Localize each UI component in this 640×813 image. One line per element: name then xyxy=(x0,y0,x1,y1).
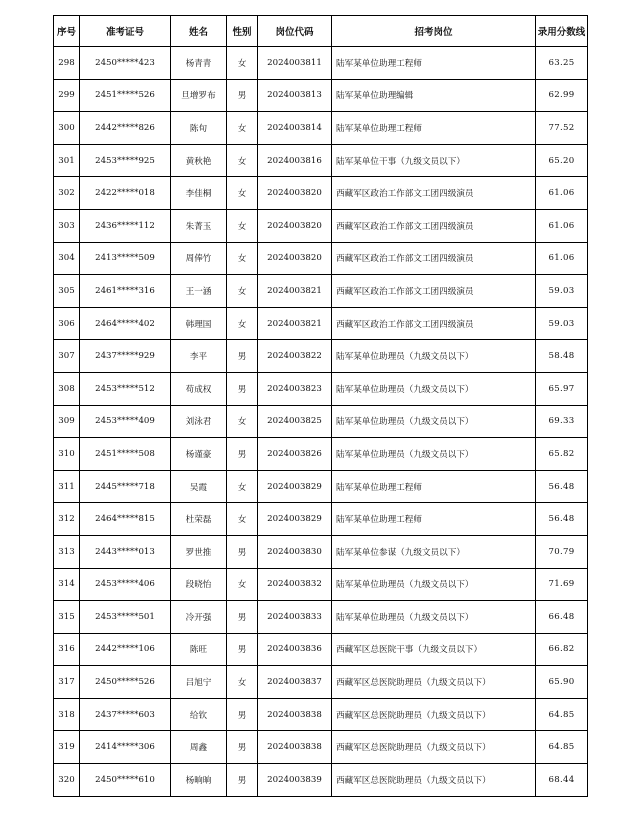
cell-position: 陆军某单位助理员（九级文员以下） xyxy=(332,340,536,373)
cell-post-code: 2024003822 xyxy=(258,340,332,373)
cell-exam-id: 2437*****603 xyxy=(80,698,171,731)
table-row xyxy=(54,731,588,764)
table-row xyxy=(54,79,588,112)
cell-score: 65.97 xyxy=(536,372,588,405)
cell-seq: 317 xyxy=(54,666,80,699)
cell-position: 陆军某单位参谋（九级文员以下） xyxy=(332,535,536,568)
cell-exam-id: 2442*****106 xyxy=(80,633,171,666)
cell-position: 陆军某单位助理员（九级文员以下） xyxy=(332,568,536,601)
cell-score: 62.99 xyxy=(536,79,588,112)
cell-post-code: 2024003821 xyxy=(258,275,332,308)
table-row xyxy=(54,568,588,601)
cell-post-code: 2024003836 xyxy=(258,633,332,666)
cell-score: 56.48 xyxy=(536,470,588,503)
cell-seq: 319 xyxy=(54,731,80,764)
cell-gender: 女 xyxy=(227,666,258,699)
cell-score: 63.25 xyxy=(536,47,588,80)
cell-score: 61.06 xyxy=(536,177,588,210)
cell-position: 陆军某单位助理员（九级文员以下） xyxy=(332,601,536,634)
cell-gender: 男 xyxy=(227,731,258,764)
cell-position: 西藏军区总医院助理员（九级文员以下） xyxy=(332,764,536,797)
results-table xyxy=(53,15,588,797)
cell-seq: 320 xyxy=(54,764,80,797)
cell-seq: 305 xyxy=(54,275,80,308)
table-body xyxy=(54,47,588,797)
cell-name: 韩理国 xyxy=(171,307,227,340)
header-seq: 序号 xyxy=(54,16,80,47)
cell-exam-id: 2453*****501 xyxy=(80,601,171,634)
cell-seq: 311 xyxy=(54,470,80,503)
cell-post-code: 2024003820 xyxy=(258,177,332,210)
cell-seq: 304 xyxy=(54,242,80,275)
cell-score: 58.48 xyxy=(536,340,588,373)
cell-position: 西藏军区政治工作部文工团四级演员 xyxy=(332,242,536,275)
cell-position: 陆军某单位助理工程师 xyxy=(332,503,536,536)
cell-name: 段晓怡 xyxy=(171,568,227,601)
header-post-code: 岗位代码 xyxy=(258,16,332,47)
cell-post-code: 2024003823 xyxy=(258,372,332,405)
table-row xyxy=(54,209,588,242)
cell-gender: 女 xyxy=(227,470,258,503)
cell-gender: 男 xyxy=(227,698,258,731)
cell-position: 陆军某单位助理员（九级文员以下） xyxy=(332,372,536,405)
cell-exam-id: 2464*****402 xyxy=(80,307,171,340)
cell-score: 70.79 xyxy=(536,535,588,568)
cell-position: 西藏军区总医院助理员（九级文员以下） xyxy=(332,666,536,699)
cell-exam-id: 2450*****526 xyxy=(80,666,171,699)
cell-seq: 310 xyxy=(54,438,80,471)
cell-exam-id: 2451*****526 xyxy=(80,79,171,112)
cell-name: 陈旺 xyxy=(171,633,227,666)
cell-post-code: 2024003837 xyxy=(258,666,332,699)
cell-name: 杨青青 xyxy=(171,47,227,80)
cell-name: 杨谨豪 xyxy=(171,438,227,471)
cell-name: 王一涵 xyxy=(171,275,227,308)
cell-post-code: 2024003820 xyxy=(258,242,332,275)
cell-score: 65.90 xyxy=(536,666,588,699)
table-row xyxy=(54,144,588,177)
cell-score: 77.52 xyxy=(536,112,588,145)
cell-score: 59.03 xyxy=(536,275,588,308)
cell-position: 陆军某单位助理员（九级文员以下） xyxy=(332,405,536,438)
table-row xyxy=(54,405,588,438)
cell-position: 西藏军区政治工作部文工团四级演员 xyxy=(332,177,536,210)
cell-score: 69.33 xyxy=(536,405,588,438)
cell-gender: 女 xyxy=(227,144,258,177)
cell-score: 68.44 xyxy=(536,764,588,797)
cell-gender: 女 xyxy=(227,47,258,80)
cell-post-code: 2024003838 xyxy=(258,731,332,764)
cell-name: 给钦 xyxy=(171,698,227,731)
cell-position: 西藏军区政治工作部文工团四级演员 xyxy=(332,275,536,308)
cell-exam-id: 2453*****512 xyxy=(80,372,171,405)
cell-exam-id: 2445*****718 xyxy=(80,470,171,503)
cell-post-code: 2024003833 xyxy=(258,601,332,634)
table-row xyxy=(54,698,588,731)
cell-gender: 女 xyxy=(227,503,258,536)
cell-seq: 315 xyxy=(54,601,80,634)
table-row xyxy=(54,242,588,275)
cell-seq: 301 xyxy=(54,144,80,177)
table-header xyxy=(54,16,588,47)
cell-exam-id: 2414*****306 xyxy=(80,731,171,764)
cell-score: 71.69 xyxy=(536,568,588,601)
cell-score: 64.85 xyxy=(536,731,588,764)
cell-exam-id: 2461*****316 xyxy=(80,275,171,308)
table-row xyxy=(54,372,588,405)
header-exam-id: 准考证号 xyxy=(80,16,171,47)
cell-name: 杜荣磊 xyxy=(171,503,227,536)
cell-exam-id: 2451*****508 xyxy=(80,438,171,471)
header-position: 招考岗位 xyxy=(332,16,536,47)
cell-name: 朱菁玉 xyxy=(171,209,227,242)
cell-exam-id: 2450*****610 xyxy=(80,764,171,797)
cell-exam-id: 2464*****815 xyxy=(80,503,171,536)
table-row xyxy=(54,307,588,340)
cell-position: 西藏军区政治工作部文工团四级演员 xyxy=(332,307,536,340)
cell-position: 陆军某单位助理工程师 xyxy=(332,47,536,80)
cell-exam-id: 2453*****406 xyxy=(80,568,171,601)
cell-score: 66.48 xyxy=(536,601,588,634)
cell-gender: 女 xyxy=(227,568,258,601)
cell-post-code: 2024003839 xyxy=(258,764,332,797)
table-row xyxy=(54,601,588,634)
header-name: 姓名 xyxy=(171,16,227,47)
cell-gender: 男 xyxy=(227,438,258,471)
cell-score: 59.03 xyxy=(536,307,588,340)
cell-gender: 女 xyxy=(227,112,258,145)
cell-gender: 男 xyxy=(227,79,258,112)
cell-exam-id: 2437*****929 xyxy=(80,340,171,373)
cell-position: 西藏军区总医院助理员（九级文员以下） xyxy=(332,698,536,731)
cell-gender: 男 xyxy=(227,764,258,797)
cell-seq: 314 xyxy=(54,568,80,601)
cell-gender: 女 xyxy=(227,242,258,275)
cell-name: 苟成权 xyxy=(171,372,227,405)
cell-post-code: 2024003813 xyxy=(258,79,332,112)
table-row xyxy=(54,438,588,471)
cell-score: 66.82 xyxy=(536,633,588,666)
table-row xyxy=(54,47,588,80)
header-gender: 性别 xyxy=(227,16,258,47)
cell-gender: 男 xyxy=(227,601,258,634)
cell-post-code: 2024003838 xyxy=(258,698,332,731)
table-row xyxy=(54,112,588,145)
cell-exam-id: 2453*****925 xyxy=(80,144,171,177)
cell-name: 吴霞 xyxy=(171,470,227,503)
cell-gender: 男 xyxy=(227,633,258,666)
cell-seq: 306 xyxy=(54,307,80,340)
cell-name: 李平 xyxy=(171,340,227,373)
cell-post-code: 2024003832 xyxy=(258,568,332,601)
cell-exam-id: 2413*****509 xyxy=(80,242,171,275)
cell-gender: 女 xyxy=(227,177,258,210)
cell-seq: 312 xyxy=(54,503,80,536)
cell-post-code: 2024003829 xyxy=(258,503,332,536)
cell-name: 周鑫 xyxy=(171,731,227,764)
table-row xyxy=(54,666,588,699)
cell-gender: 女 xyxy=(227,307,258,340)
cell-name: 罗世推 xyxy=(171,535,227,568)
cell-exam-id: 2450*****423 xyxy=(80,47,171,80)
table-row xyxy=(54,177,588,210)
cell-exam-id: 2442*****826 xyxy=(80,112,171,145)
cell-seq: 302 xyxy=(54,177,80,210)
cell-gender: 女 xyxy=(227,405,258,438)
cell-seq: 307 xyxy=(54,340,80,373)
cell-name: 周俸竹 xyxy=(171,242,227,275)
table-row xyxy=(54,535,588,568)
cell-position: 西藏军区总医院助理员（九级文员以下） xyxy=(332,731,536,764)
cell-gender: 男 xyxy=(227,372,258,405)
cell-name: 冷开强 xyxy=(171,601,227,634)
cell-position: 陆军某单位助理员（九级文员以下） xyxy=(332,438,536,471)
cell-gender: 女 xyxy=(227,209,258,242)
cell-post-code: 2024003830 xyxy=(258,535,332,568)
cell-exam-id: 2436*****112 xyxy=(80,209,171,242)
cell-position: 陆军某单位助理工程师 xyxy=(332,112,536,145)
cell-exam-id: 2422*****018 xyxy=(80,177,171,210)
cell-seq: 308 xyxy=(54,372,80,405)
cell-seq: 316 xyxy=(54,633,80,666)
cell-exam-id: 2453*****409 xyxy=(80,405,171,438)
cell-score: 56.48 xyxy=(536,503,588,536)
table-row xyxy=(54,503,588,536)
cell-exam-id: 2443*****013 xyxy=(80,535,171,568)
cell-post-code: 2024003826 xyxy=(258,438,332,471)
cell-post-code: 2024003820 xyxy=(258,209,332,242)
cell-gender: 男 xyxy=(227,535,258,568)
cell-name: 吕旭宁 xyxy=(171,666,227,699)
cell-seq: 303 xyxy=(54,209,80,242)
cell-gender: 女 xyxy=(227,275,258,308)
cell-name: 李佳桐 xyxy=(171,177,227,210)
cell-score: 64.85 xyxy=(536,698,588,731)
cell-position: 陆军某单位干事（九级文员以下） xyxy=(332,144,536,177)
table-row xyxy=(54,340,588,373)
cell-name: 旦增罗布 xyxy=(171,79,227,112)
cell-name: 陈旬 xyxy=(171,112,227,145)
header-score: 录用分数线 xyxy=(536,16,588,47)
cell-post-code: 2024003829 xyxy=(258,470,332,503)
cell-seq: 318 xyxy=(54,698,80,731)
cell-name: 黄秋艳 xyxy=(171,144,227,177)
table-row xyxy=(54,470,588,503)
cell-score: 61.06 xyxy=(536,209,588,242)
cell-position: 西藏军区总医院干事（九级文员以下） xyxy=(332,633,536,666)
cell-seq: 300 xyxy=(54,112,80,145)
cell-gender: 男 xyxy=(227,340,258,373)
cell-seq: 298 xyxy=(54,47,80,80)
cell-post-code: 2024003825 xyxy=(258,405,332,438)
table-row xyxy=(54,764,588,797)
table-row xyxy=(54,275,588,308)
cell-post-code: 2024003821 xyxy=(258,307,332,340)
cell-seq: 299 xyxy=(54,79,80,112)
cell-score: 61.06 xyxy=(536,242,588,275)
cell-score: 65.20 xyxy=(536,144,588,177)
cell-name: 刘泳君 xyxy=(171,405,227,438)
cell-position: 西藏军区政治工作部文工团四级演员 xyxy=(332,209,536,242)
table-row xyxy=(54,633,588,666)
cell-position: 陆军某单位助理工程师 xyxy=(332,470,536,503)
cell-seq: 313 xyxy=(54,535,80,568)
cell-position: 陆军某单位助理编辑 xyxy=(332,79,536,112)
cell-seq: 309 xyxy=(54,405,80,438)
header-row xyxy=(54,16,588,47)
cell-post-code: 2024003811 xyxy=(258,47,332,80)
cell-post-code: 2024003814 xyxy=(258,112,332,145)
cell-post-code: 2024003816 xyxy=(258,144,332,177)
cell-name: 杨晌晌 xyxy=(171,764,227,797)
cell-score: 65.82 xyxy=(536,438,588,471)
